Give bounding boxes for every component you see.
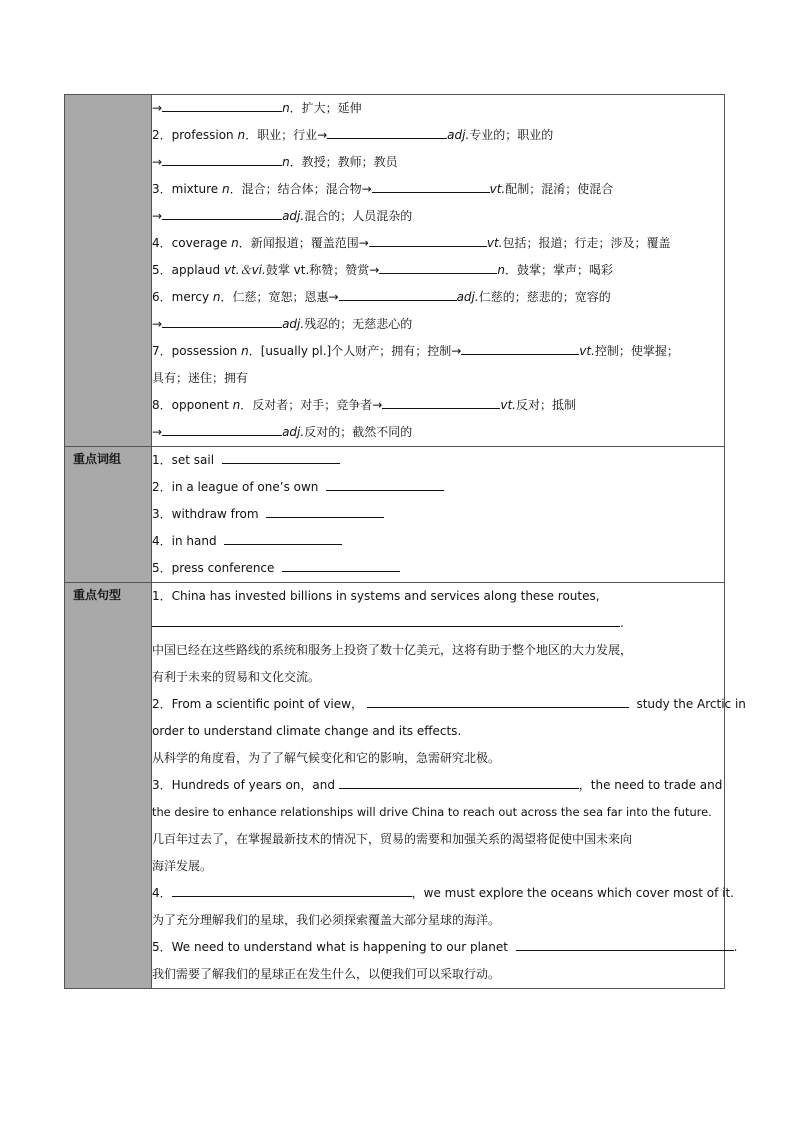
phrases-row xyxy=(65,447,725,583)
phrase-item-3: 3．withdraw from xyxy=(152,501,724,528)
answer-blank[interactable] xyxy=(162,152,282,166)
answer-blank[interactable] xyxy=(382,395,500,409)
answer-blank[interactable] xyxy=(379,260,497,274)
sentence-1-blank-line: . xyxy=(152,610,724,637)
phrases-content xyxy=(152,447,725,583)
sentences-label: 重点句型 xyxy=(73,588,122,602)
sentence-3-zh-2: 海洋发展。 xyxy=(152,859,213,873)
sentence-2-en-cont: order to understand climate change and its effects. xyxy=(152,724,462,738)
phrase-item-5: 5．press conference xyxy=(152,555,724,582)
sentence-1-zh-2: 有利于未来的贸易和文化交流。 xyxy=(152,670,321,684)
sentence-1-zh-1: 中国已经在这些路线的系统和服务上投资了数十亿美元，这将有助于整个地区的大力发展， xyxy=(152,643,633,657)
sentence-3-en-cont: the desire to enhance relationships will drive China to reach out across the sea far into the future. xyxy=(152,805,712,819)
vocab-row xyxy=(65,95,725,447)
vocab-line-10: 7．possession n．[usually pl.]个人财产；拥有；控制→ vt.控制；使掌握； xyxy=(152,338,724,365)
sentence-3-en: 3．Hundreds of years on，and ，the need to trade and xyxy=(152,772,724,799)
answer-blank[interactable] xyxy=(162,314,282,328)
answer-blank[interactable] xyxy=(266,504,384,518)
phrases-label: 重点词组 xyxy=(73,452,122,466)
phrase-item-2: 2．in a league of one’s own xyxy=(152,474,724,501)
vocab-line-3: → n．教授；教师；教员 xyxy=(152,149,724,176)
sentence-5-zh: 我们需要了解我们的星球正在发生什么，以便我们可以采取行动。 xyxy=(152,967,501,981)
sentence-4-zh: 为了充分理解我们的星球，我们必须探索覆盖大部分星球的海洋。 xyxy=(152,913,501,927)
phrase-item-1: 1．set sail xyxy=(152,447,724,474)
sentence-1-en: 1．China has invested billions in systems and services along these routes, xyxy=(152,589,600,603)
vocab-line-12: 8．opponent n．反对者；对手；竞争者→ vt.反对；抵制 xyxy=(152,392,724,419)
answer-blank[interactable] xyxy=(461,341,579,355)
vocab-line-13: → adj.反对的；截然不同的 xyxy=(152,419,724,446)
sentence-2-en: 2．From a scientific point of view， study the Arctic in xyxy=(152,691,724,718)
answer-blank[interactable] xyxy=(224,531,342,545)
vocab-line-5: → adj.混合的；人员混杂的 xyxy=(152,203,724,230)
sentence-2-zh: 从科学的角度看，为了了解气候变化和它的影响，急需研究北极。 xyxy=(152,751,501,765)
sentence-5-en: 5．We need to understand what is happening to our planet . xyxy=(152,934,724,961)
sentences-content xyxy=(152,583,746,989)
worksheet-table xyxy=(64,94,746,989)
answer-blank[interactable] xyxy=(162,98,282,112)
vocab-line-2: 2．profession n．职业；行业→ adj.专业的；职业的 xyxy=(152,122,724,149)
answer-blank[interactable] xyxy=(516,937,734,951)
vocab-line-6: 4．coverage n．新闻报道；覆盖范围→ vt.包括；报道；行走；涉及；覆盖 xyxy=(152,230,724,257)
vocab-line-1: → n．扩大；延伸 xyxy=(152,95,724,122)
answer-blank[interactable] xyxy=(372,179,490,193)
answer-blank[interactable] xyxy=(369,233,487,247)
vocab-content xyxy=(152,95,725,447)
vocab-line-9: → adj.残忍的；无慈悲心的 xyxy=(152,311,724,338)
answer-blank[interactable] xyxy=(282,558,400,572)
answer-blank[interactable] xyxy=(367,694,629,708)
vocab-line-11: 具有；迷住；拥有 xyxy=(152,371,249,385)
phrases-side-cell xyxy=(65,447,152,583)
vocab-line-8: 6．mercy n．仁慈；宽恕；恩惠→ adj.仁慈的；慈悲的；宽容的 xyxy=(152,284,724,311)
answer-blank[interactable] xyxy=(162,422,282,436)
vocab-side-cell xyxy=(65,95,152,447)
answer-blank[interactable] xyxy=(152,613,620,627)
sentence-3-zh-1: 几百年过去了，在掌握最新技术的情况下，贸易的需要和加强关系的渴望将促使中国未来向 xyxy=(152,832,633,846)
sentences-row xyxy=(65,583,725,989)
phrase-item-4: 4．in hand xyxy=(152,528,724,555)
sentence-4-en: 4． ，we must explore the oceans which cover most of it. xyxy=(152,880,724,907)
answer-blank[interactable] xyxy=(339,287,457,301)
answer-blank[interactable] xyxy=(326,477,444,491)
answer-blank[interactable] xyxy=(162,206,282,220)
answer-blank[interactable] xyxy=(327,125,447,139)
sentences-side-cell xyxy=(65,583,152,989)
answer-blank[interactable] xyxy=(172,883,412,897)
answer-blank[interactable] xyxy=(339,775,579,789)
answer-blank[interactable] xyxy=(222,450,340,464)
vocab-line-4: 3．mixture n．混合；结合体；混合物→ vt.配制；混淆；使混合 xyxy=(152,176,724,203)
vocab-line-7: 5．applaud vt.＆vi.鼓掌 vt.称赞；赞赏→ n．鼓掌；掌声；喝彩 xyxy=(152,257,724,284)
